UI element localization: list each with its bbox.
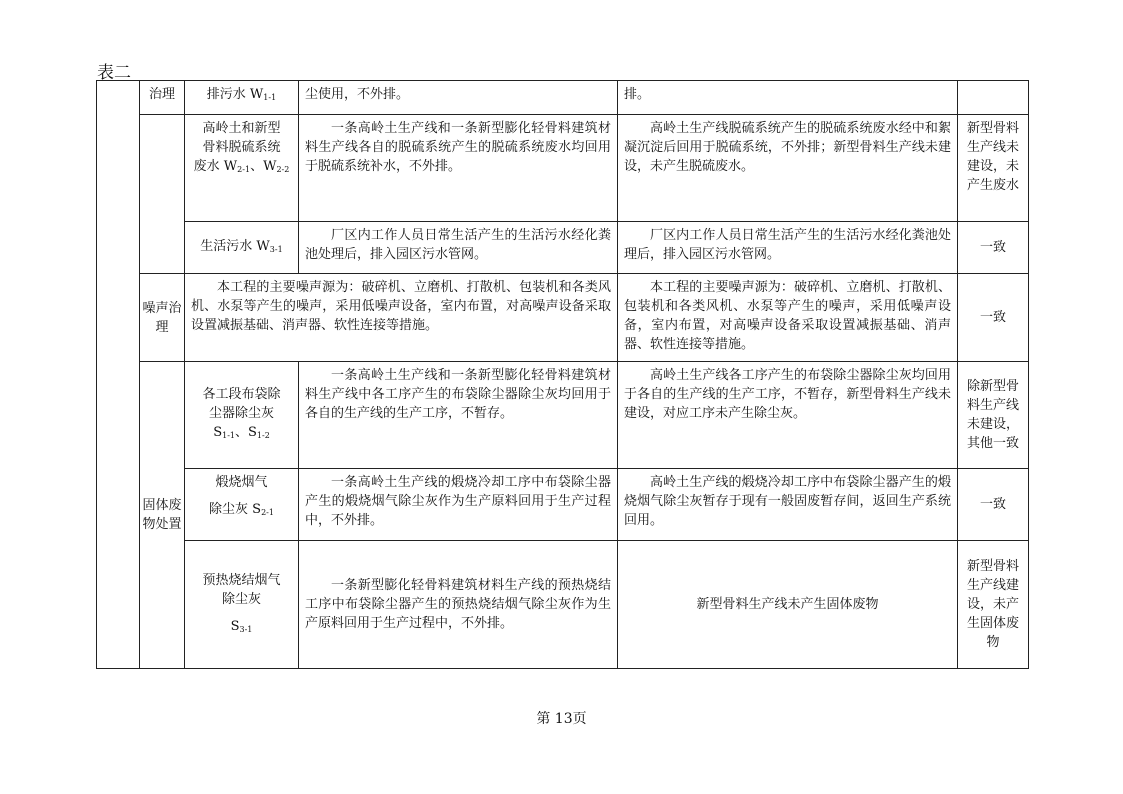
actual-cell: 高岭土生产线的煅烧冷却工序中布袋除尘器产生的煅烧烟气除尘灰暂存于现有一般固废暂存间，返回生产系统回用。 [618,469,958,541]
item-cell [185,222,299,274]
item-line: 尘器除尘灰 [208,406,274,421]
item-subscript: 1-1 [222,431,235,440]
item-line: 除尘灰 [221,591,261,607]
item-subscript: 2-1 [261,508,274,517]
item-text: 废水 W [193,159,238,174]
item-line [191,617,292,639]
item-cell [185,541,299,669]
category-cell: 噪声治理 [140,274,185,362]
conclusion-cell: 新型骨料生产线未建设，未产生废水 [958,115,1029,222]
item-line: 高岭土和新型 [202,121,281,136]
actual-cell: 新型骨料生产线未产生固体废物 [618,541,958,669]
page-number: 第 13页 [536,711,587,727]
item-cell [185,469,299,541]
item-line [191,157,292,179]
table-row [97,541,1029,669]
conclusion-cell: 除新型骨料生产线未建设，其他一致 [958,362,1029,469]
item-label: 排污水 W [206,87,264,102]
item-subscript: 2-1 [237,165,251,174]
category-cell: 固体废物处置 [140,362,185,669]
actual-cell: 排。 [618,81,958,115]
table-row [97,81,1029,115]
item-text: 、W [250,159,277,174]
requirement-cell: 一条新型膨化轻骨料建筑材料生产线的预热烧结工序中布袋除尘器产生的预热烧结烟气除尘灰作为生产原料回用于生产过程中，不外排。 [299,541,618,669]
requirement-cell: 一条高岭土生产线和一条新型膨化轻骨料建筑材料生产线中各工序产生的布袋除尘器除尘灰均回用于各自的生产线的生产工序，不暂存。 [299,362,618,469]
actual-cell: 本工程的主要噪声源为：破碎机、立磨机、打散机、包装机和各类风机、水泵等产生的噪声，采用低噪声设备，室内布置，对高噪声设备采取设置减振基础、消声器、软性连接等措施。 [618,274,958,362]
item-text: S [213,425,223,440]
item-line: 各工段布袋除 [202,387,281,402]
table-row [97,222,1029,274]
table-row [97,274,1029,362]
item-text: S [230,618,240,634]
actual-cell: 高岭土生产线脱硫系统产生的脱硫系统废水经中和絮凝沉淀后回用于脱硫系统，不外排；新型骨料生产线未建设，未产生脱硫废水。 [618,115,958,222]
item-line: 煅烧烟气 [215,475,268,490]
conclusion-cell: 一致 [958,222,1029,274]
outer-category-cell [97,81,140,669]
table-row [97,469,1029,541]
actual-cell: 厂区内工作人员日常生活产生的生活污水经化粪池处理后，排入园区污水管网。 [618,222,958,274]
item-text: 、S [235,425,257,440]
conclusion-cell [958,81,1029,115]
requirement-cell: 一条高岭土生产线和一条新型膨化轻骨料建筑材料生产线各自的脱硫系统产生的脱硫系统废水均回用于脱硫系统补水，不外排。 [299,115,618,222]
item-text: 除尘灰 S [209,502,262,517]
item-cell [185,81,299,115]
category-cell: 治理 [140,81,185,115]
item-subscript: 3-1 [269,244,283,254]
item-subscript: 3-1 [239,624,253,634]
requirement-cell: 本工程的主要噪声源为：破碎机、立磨机、打散机、包装机和各类风机、水泵等产生的噪声，采用低噪声设备，室内布置，对高噪声设备采取设置减振基础、消声器、软性连接等措施。 [185,274,618,362]
table-row [97,115,1029,222]
item-cell [185,115,299,222]
item-line: 骨料脱硫系统 [202,140,281,155]
requirement-cell: 尘使用，不外排。 [299,81,618,115]
item-subscript: 1-1 [263,93,277,102]
category-cell-empty [140,115,185,274]
comparison-table [96,80,1029,669]
conclusion-cell: 一致 [958,274,1029,362]
item-label: 生活污水 W [200,238,270,254]
item-subscript: 1-2 [256,431,270,440]
table-title: 表二 [97,63,131,83]
requirement-cell: 一条高岭土生产线的煅烧冷却工序中布袋除尘器产生的煅烧烟气除尘灰作为生产原料回用于生产过程中，不外排。 [299,469,618,541]
requirement-cell: 厂区内工作人员日常生活产生的生活污水经化粪池处理后，排入园区污水管网。 [299,222,618,274]
actual-cell: 高岭土生产线各工序产生的布袋除尘器除尘灰均回用于各自的生产线的生产工序，不暂存，新型骨料生产线未建设，对应工序未产生除尘灰。 [618,362,958,469]
table-row [97,362,1029,469]
conclusion-cell: 一致 [958,469,1029,541]
item-line [191,500,292,522]
item-line [191,423,292,445]
item-subscript: 2-2 [276,165,290,174]
conclusion-cell: 新型骨料生产线建设，未产生固体废物 [958,541,1029,669]
item-line: 预热烧结烟气 [202,572,281,588]
item-cell [185,362,299,469]
